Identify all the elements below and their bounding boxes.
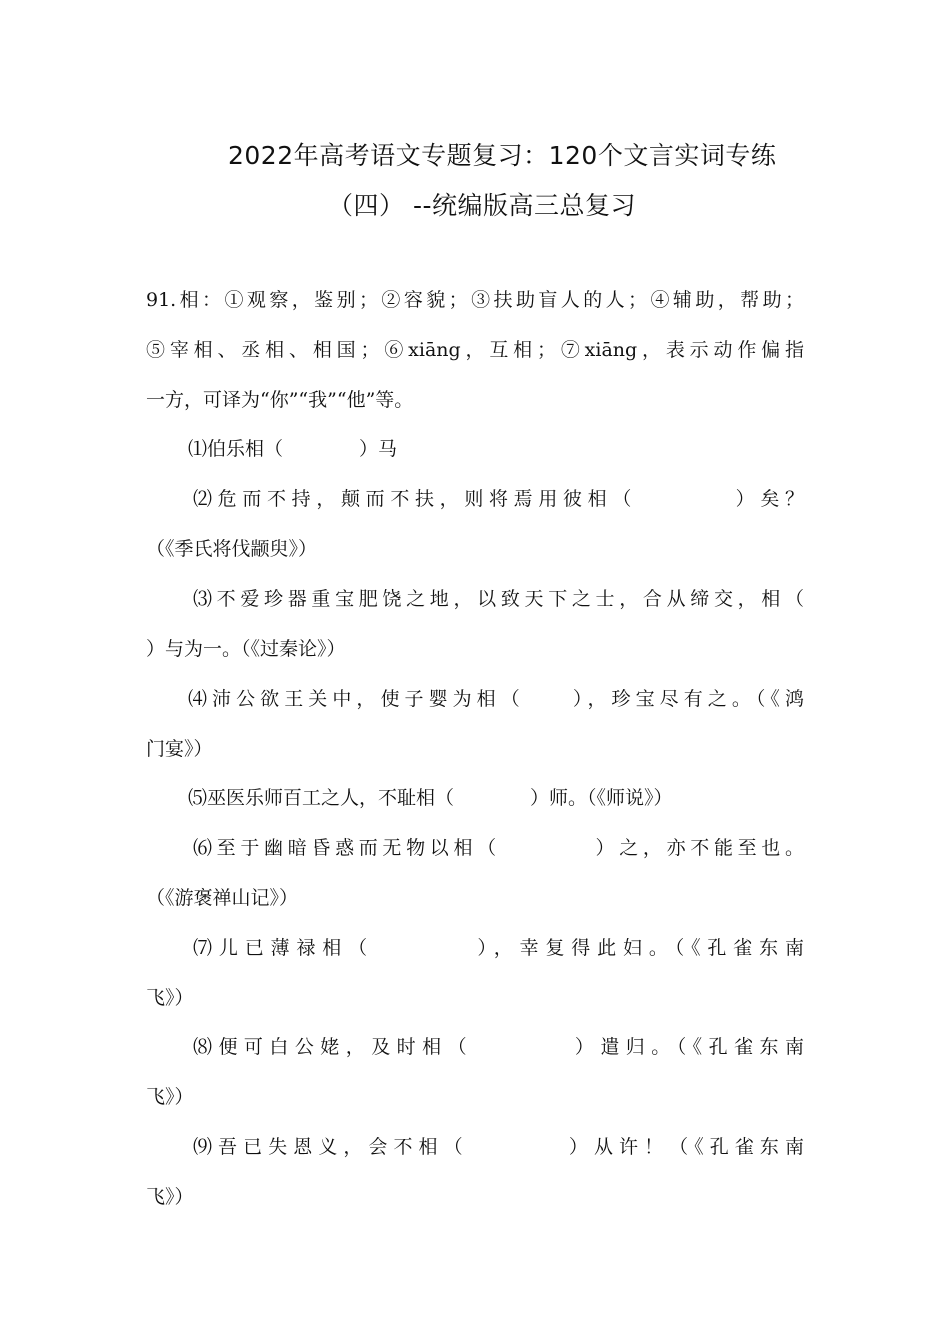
- exercise-item-8-continuation: 飞》）: [146, 1086, 194, 1108]
- exercise-item-6: ⑹至于幽暗昏惑而无物以相（ ）之，亦不能至也。: [193, 837, 804, 859]
- exercise-item-4-continuation: 门宴》）: [146, 738, 213, 760]
- exercise-item-3: ⑶不爱珍器重宝肥饶之地，以致天下之士，合从缔交，相（: [193, 588, 804, 610]
- document-title-line-2: （四） --统编版高三总复习: [328, 191, 636, 220]
- exercise-item-2: ⑵危而不持，颠而不扶，则将焉用彼相（ ）矣？: [193, 488, 804, 510]
- entry-definition-line-3: 一方，可译为“你”“我”“他”等。: [146, 389, 414, 411]
- exercise-item-6-source: （《游褒禅山记》）: [146, 887, 299, 909]
- exercise-item-1: ⑴伯乐相（ ）马: [188, 438, 398, 460]
- exercise-item-9: ⑼吾已失恩义，会不相（ ）从许！（《孔雀东南: [193, 1136, 804, 1158]
- exercise-item-4: ⑷沛公欲王关中，使子婴为相（ ），珍宝尽有之。（《鸿: [188, 688, 804, 710]
- exercise-item-8: ⑻便可白公姥，及时相（ ）遣归。（《孔雀东南: [193, 1036, 804, 1058]
- exercise-item-5: ⑸巫医乐师百工之人，不耻相（ ）师。（《师说》）: [188, 787, 673, 809]
- exercise-item-9-continuation: 飞》）: [146, 1186, 194, 1208]
- exercise-item-3-continuation: ）与为一。（《过秦论》）: [146, 638, 346, 660]
- exercise-item-7-continuation: 飞》）: [146, 987, 194, 1009]
- exercise-item-7: ⑺儿已薄禄相（ ），幸复得此妇。（《孔雀东南: [193, 937, 804, 959]
- exercise-item-2-source: （《季氏将伐颛臾》）: [146, 538, 318, 560]
- entry-definition-line-2: ⑤宰相、丞相、相国；⑥xiāng，互相；⑦xiāng，表示动作偏指: [146, 339, 804, 361]
- document-title-line-1: 2022年高考语文专题复习：120个文言实词专练: [228, 141, 777, 170]
- entry-definition-line-1: 91.相：①观察，鉴别；②容貌；③扶助盲人的人；④辅助，帮助；: [146, 289, 804, 311]
